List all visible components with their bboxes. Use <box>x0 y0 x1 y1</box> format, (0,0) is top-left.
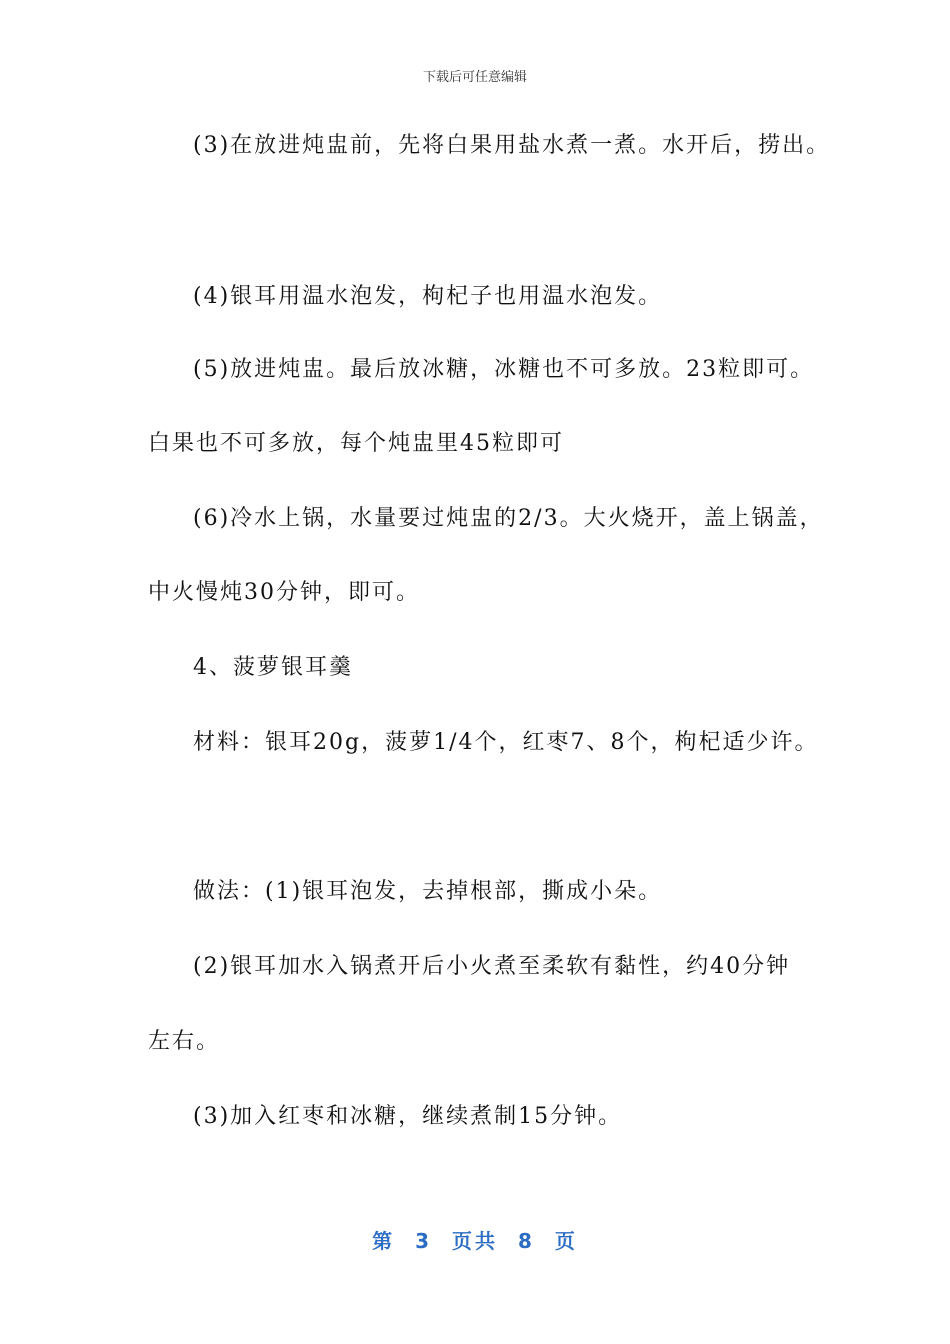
section-heading: 4、菠萝银耳羹 <box>193 655 353 680</box>
paragraph-line: 左右。 <box>148 1029 221 1054</box>
footer-prefix: 第 <box>372 1229 396 1253</box>
paragraph-line: (3)加入红枣和冰糖，继续煮制15分钟。 <box>193 1104 623 1129</box>
paragraph-line: 做法：(1)银耳泡发，去掉根部，撕成小朵。 <box>193 879 663 904</box>
page-footer <box>0 1225 950 1254</box>
paragraph-line: 白果也不可多放，每个炖盅里45粒即可 <box>148 431 564 456</box>
paragraph-line: (6)冷水上锅，水量要过炖盅的2/3。大火烧开，盖上锅盖， <box>193 506 824 531</box>
paragraph-line: (5)放进炖盅。最后放冰糖，冰糖也不可多放。23粒即可。 <box>193 357 815 382</box>
current-page-number: 3 <box>415 1229 432 1253</box>
paragraph-line: 材料：银耳20g，菠萝1/4个，红枣7、8个，枸杞适少许。 <box>193 730 819 755</box>
footer-middle: 页共 <box>452 1229 498 1253</box>
paragraph-line: (2)银耳加水入锅煮开后小火煮至柔软有黏性，约40分钟 <box>193 954 791 979</box>
paragraph-line: 中火慢炖30分钟，即可。 <box>148 580 420 605</box>
footer-suffix: 页 <box>554 1229 578 1253</box>
paragraph-line: (4)银耳用温水泡发，枸杞子也用温水泡发。 <box>193 284 663 309</box>
page-header: 下载后可任意编辑 <box>422 70 527 85</box>
total-page-number: 8 <box>518 1229 535 1253</box>
paragraph-line: (3)在放进炖盅前，先将白果用盐水煮一煮。水开后，捞出。 <box>193 133 831 158</box>
